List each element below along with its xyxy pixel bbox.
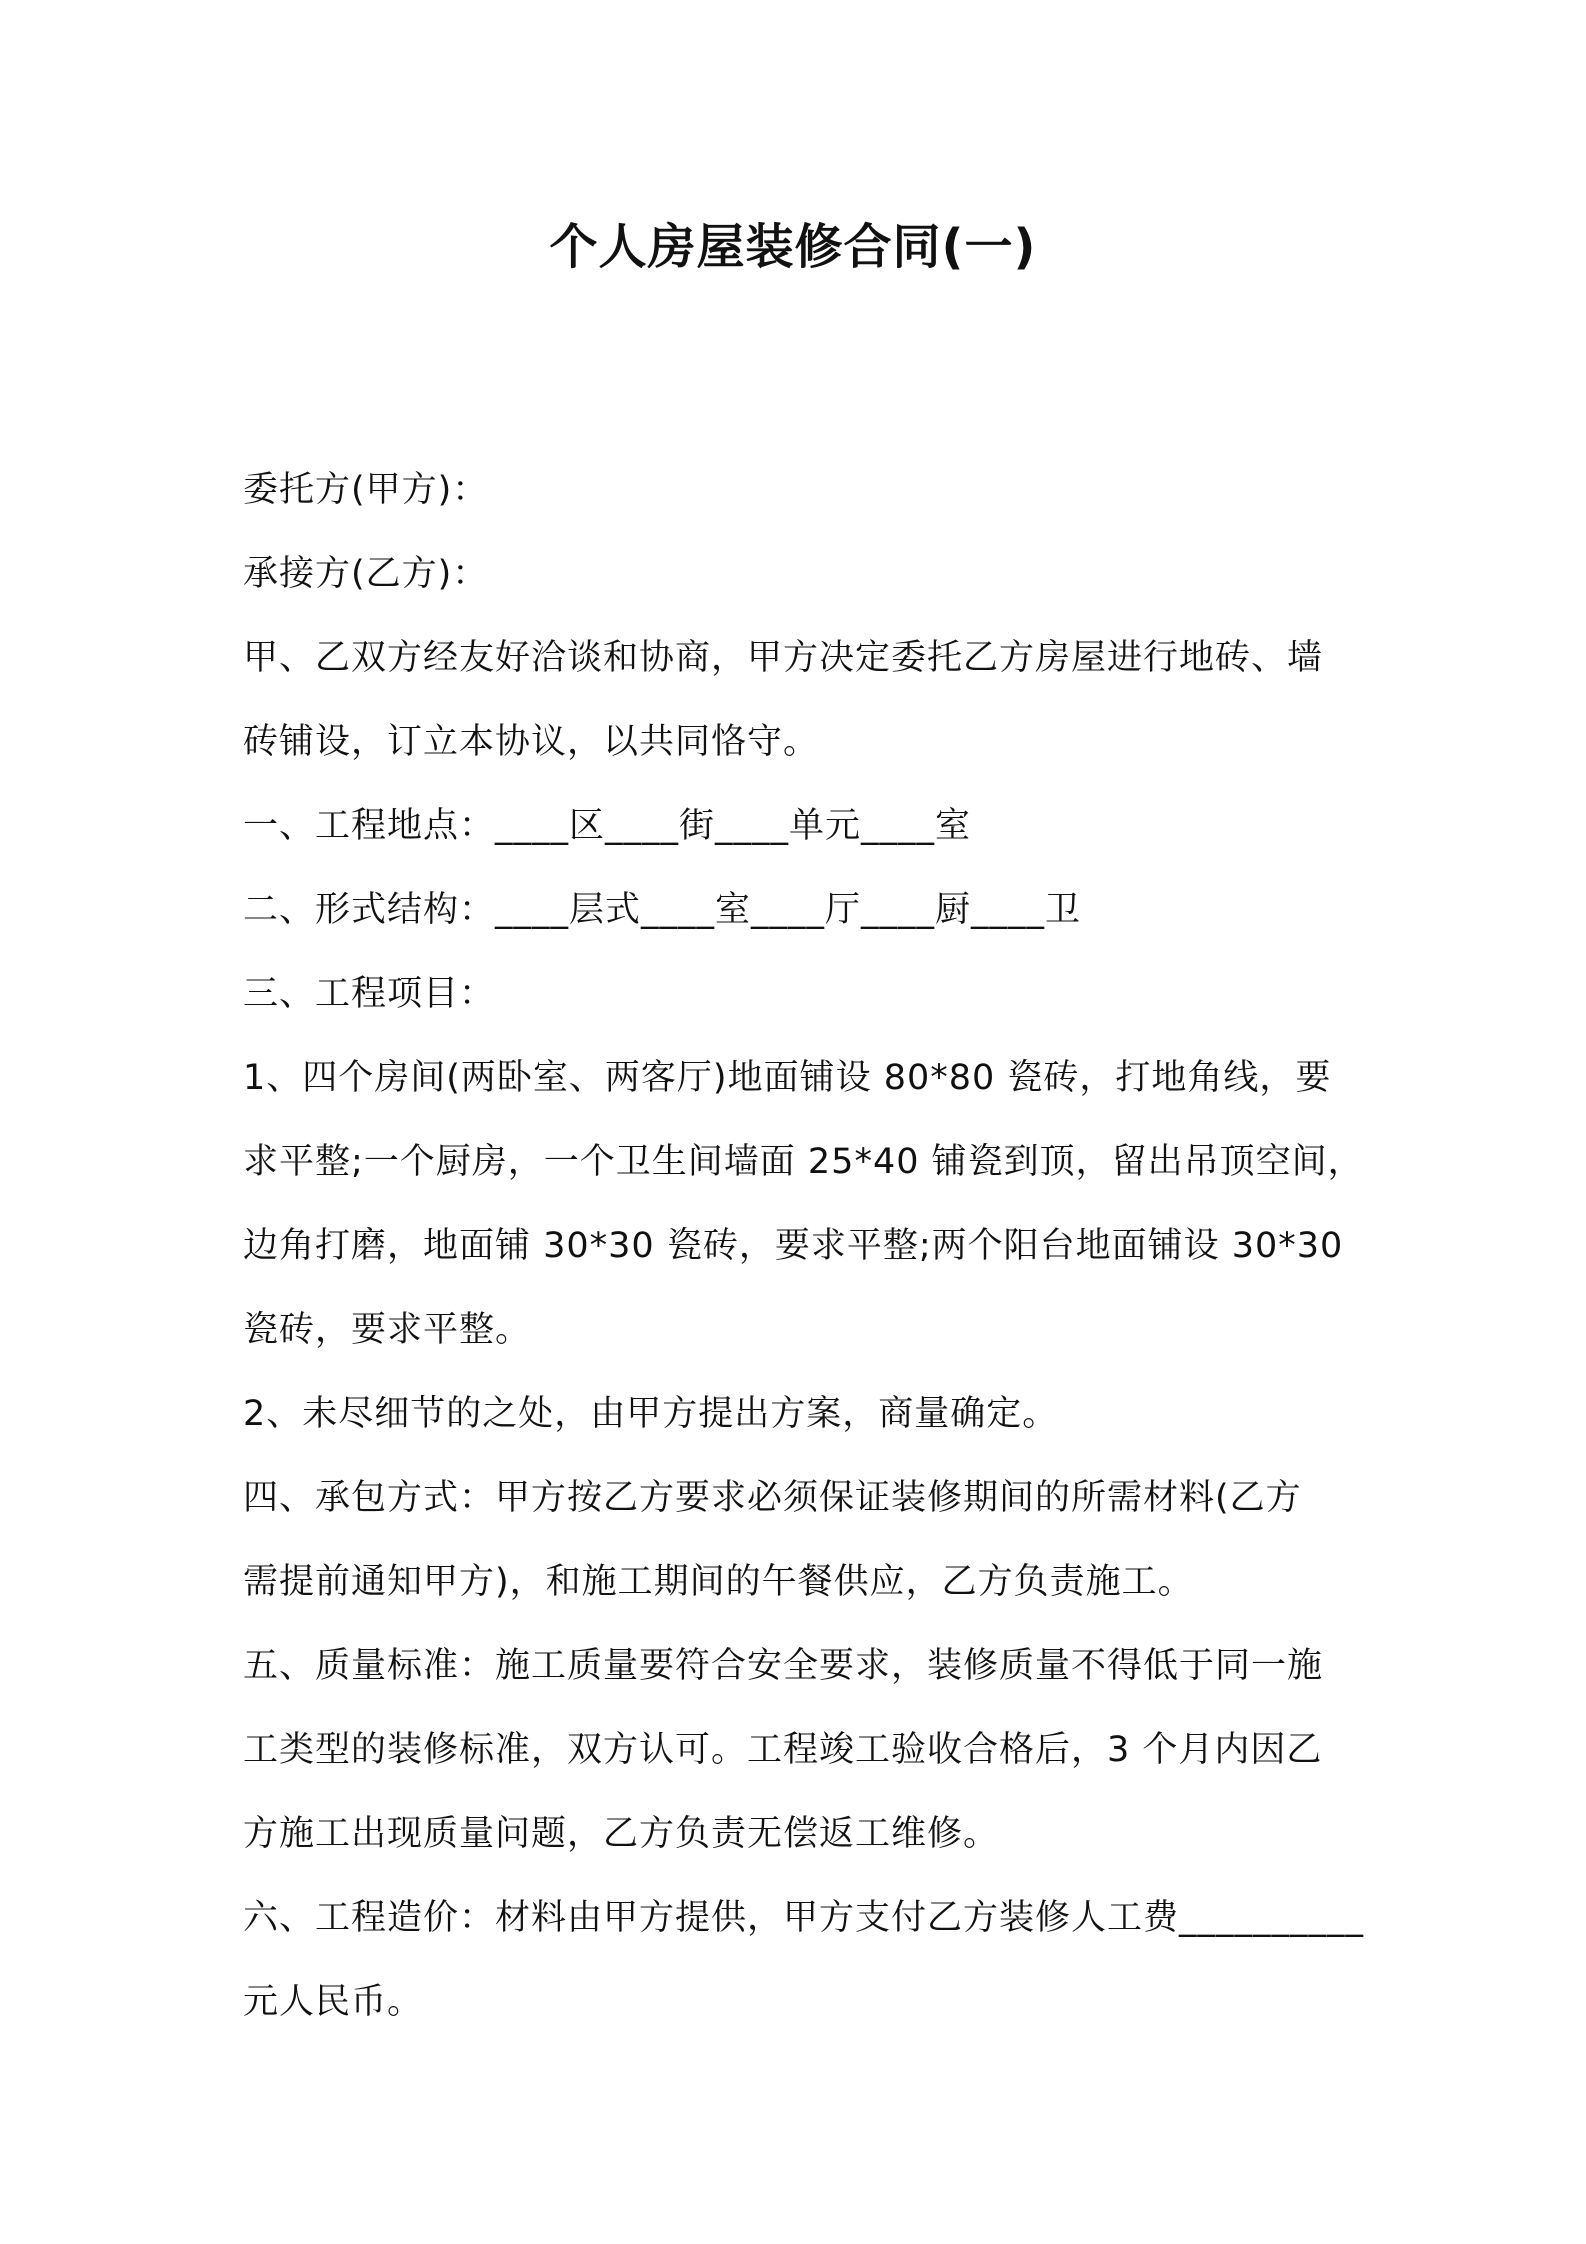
line-client: 委托方(甲方)： (243, 470, 489, 510)
line-structure: 二、形式结构：____层式____室____厅____厨____卫 (243, 890, 1082, 930)
line-project-location: 一、工程地点：____区____街____单元____室 (243, 806, 972, 846)
line-item-2: 2、未尽细节的之处，由甲方提出方案，商量确定。 (243, 1394, 1059, 1434)
line-intro-2: 砖铺设，订立本协议，以共同恪守。 (243, 722, 820, 762)
line-contract-method-1: 四、承包方式：甲方按乙方要求必须保证装修期间的所需材料(乙方 (243, 1478, 1302, 1518)
line-cost-2: 元人民币。 (243, 1982, 424, 2022)
line-project-items-heading: 三、工程项目： (243, 974, 496, 1014)
line-quality-1: 五、质量标准：施工质量要符合安全要求，装修质量不得低于同一施 (243, 1646, 1324, 1686)
line-contract-method-2: 需提前通知甲方)，和施工期间的午餐供应，乙方负责施工。 (243, 1562, 1194, 1602)
line-item-1-a: 1、四个房间(两卧室、两客厅)地面铺设 80*80 瓷砖，打地角线，要 (243, 1058, 1332, 1098)
line-item-1-d: 瓷砖，要求平整。 (243, 1310, 532, 1350)
line-quality-3: 方施工出现质量问题，乙方负责无偿返工维修。 (243, 1814, 1000, 1854)
document-title: 个人房屋装修合同(一) (549, 219, 1037, 275)
line-contractor: 承接方(乙方)： (243, 554, 489, 594)
line-cost-1: 六、工程造价：材料由甲方提供，甲方支付乙方装修人工费__________ (243, 1898, 1365, 1938)
line-item-1-c: 边角打磨，地面铺 30*30 瓷砖，要求平整;两个阳台地面铺设 30*30 (243, 1226, 1344, 1266)
line-quality-2: 工类型的装修标准，双方认可。工程竣工验收合格后，3 个月内因乙 (243, 1730, 1323, 1770)
line-item-1-b: 求平整;一个厨房，一个卫生间墙面 25*40 铺瓷到顶，留出吊顶空间， (243, 1142, 1364, 1182)
line-intro-1: 甲、乙双方经友好洽谈和协商，甲方决定委托乙方房屋进行地砖、墙 (243, 638, 1324, 678)
document-body (243, 448, 1363, 2044)
